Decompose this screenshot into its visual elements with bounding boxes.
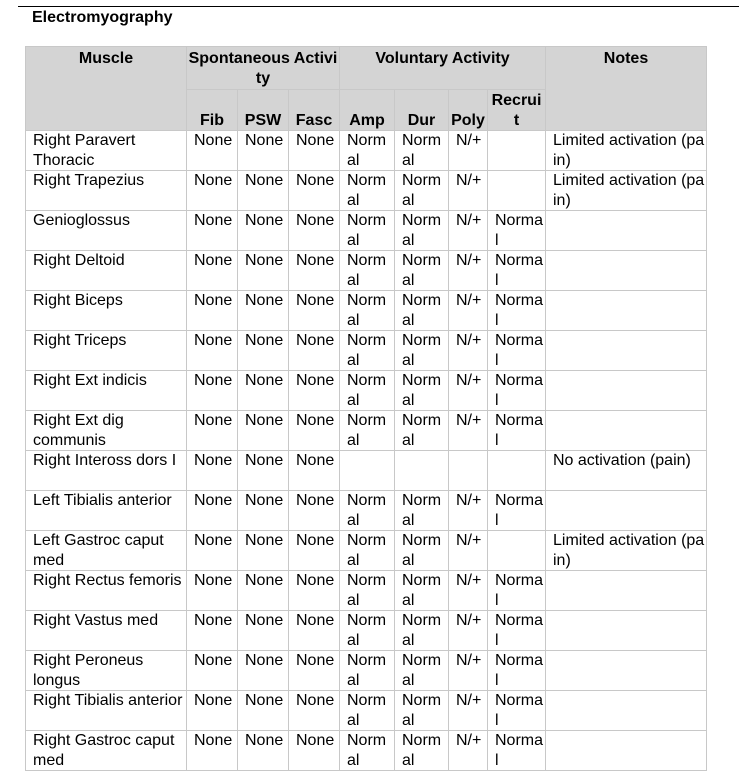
cell-psw: None	[238, 251, 289, 291]
cell-notes: Limited activation (pain)	[546, 531, 707, 571]
cell-fib: None	[187, 531, 238, 571]
cell-notes	[546, 491, 707, 531]
cell-dur: Normal	[395, 731, 449, 771]
cell-poly: N/+	[449, 571, 488, 611]
cell-fasc: None	[289, 651, 340, 691]
table-row	[26, 211, 707, 251]
cell-amp: Normal	[340, 371, 395, 411]
header-poly: Poly	[449, 90, 488, 131]
cell-muscle: Right Rectus femoris	[26, 571, 187, 611]
cell-fib: None	[187, 611, 238, 651]
cell-poly: N/+	[449, 691, 488, 731]
cell-psw: None	[238, 171, 289, 211]
table-row	[26, 411, 707, 451]
cell-notes	[546, 211, 707, 251]
cell-poly: N/+	[449, 411, 488, 451]
cell-recruit: Normal	[488, 211, 546, 251]
cell-notes	[546, 731, 707, 771]
cell-psw: None	[238, 131, 289, 171]
cell-poly: N/+	[449, 251, 488, 291]
cell-recruit: Normal	[488, 291, 546, 331]
cell-fasc: None	[289, 491, 340, 531]
top-rule	[18, 6, 739, 7]
cell-poly: N/+	[449, 731, 488, 771]
cell-amp: Normal	[340, 171, 395, 211]
header-fib: Fib	[187, 90, 238, 131]
cell-recruit: Normal	[488, 371, 546, 411]
cell-dur: Normal	[395, 611, 449, 651]
cell-dur: Normal	[395, 211, 449, 251]
page-title: Electromyography	[32, 9, 173, 26]
cell-fasc: None	[289, 171, 340, 211]
cell-amp: Normal	[340, 651, 395, 691]
cell-fib: None	[187, 371, 238, 411]
cell-fib: None	[187, 451, 238, 491]
cell-recruit: Normal	[488, 611, 546, 651]
cell-muscle: Right Ext dig communis	[26, 411, 187, 451]
cell-poly: N/+	[449, 611, 488, 651]
cell-recruit	[488, 131, 546, 171]
cell-psw: None	[238, 331, 289, 371]
cell-dur: Normal	[395, 251, 449, 291]
cell-fasc: None	[289, 611, 340, 651]
cell-amp: Normal	[340, 691, 395, 731]
cell-dur: Normal	[395, 371, 449, 411]
cell-poly: N/+	[449, 291, 488, 331]
cell-dur: Normal	[395, 291, 449, 331]
cell-fasc: None	[289, 531, 340, 571]
cell-psw: None	[238, 291, 289, 331]
cell-fib: None	[187, 331, 238, 371]
cell-poly: N/+	[449, 371, 488, 411]
cell-psw: None	[238, 491, 289, 531]
cell-amp: Normal	[340, 251, 395, 291]
table-row	[26, 331, 707, 371]
cell-fasc: None	[289, 371, 340, 411]
table-row	[26, 651, 707, 691]
cell-recruit: Normal	[488, 691, 546, 731]
cell-recruit: Normal	[488, 571, 546, 611]
emg-table	[25, 46, 707, 771]
cell-fasc: None	[289, 251, 340, 291]
cell-poly: N/+	[449, 211, 488, 251]
cell-amp: Normal	[340, 131, 395, 171]
cell-dur: Normal	[395, 331, 449, 371]
table-row	[26, 451, 707, 491]
table-row	[26, 291, 707, 331]
cell-muscle: Genioglossus	[26, 211, 187, 251]
table-row	[26, 371, 707, 411]
cell-fasc: None	[289, 411, 340, 451]
cell-fasc: None	[289, 451, 340, 491]
cell-fib: None	[187, 731, 238, 771]
cell-recruit: Normal	[488, 731, 546, 771]
cell-dur: Normal	[395, 411, 449, 451]
cell-notes	[546, 371, 707, 411]
cell-psw: None	[238, 211, 289, 251]
cell-notes	[546, 651, 707, 691]
cell-amp: Normal	[340, 491, 395, 531]
cell-muscle: Right Biceps	[26, 291, 187, 331]
cell-poly: N/+	[449, 131, 488, 171]
cell-recruit: Normal	[488, 251, 546, 291]
cell-fib: None	[187, 411, 238, 451]
cell-fasc: None	[289, 331, 340, 371]
table-row	[26, 731, 707, 771]
cell-recruit: Normal	[488, 411, 546, 451]
cell-muscle: Right Vastus med	[26, 611, 187, 651]
cell-psw: None	[238, 651, 289, 691]
header-recruit: Recruit	[488, 90, 546, 131]
cell-notes: Limited activation (pain)	[546, 131, 707, 171]
cell-psw: None	[238, 571, 289, 611]
cell-fib: None	[187, 691, 238, 731]
table-row	[26, 491, 707, 531]
cell-muscle: Right Ext indicis	[26, 371, 187, 411]
cell-notes	[546, 611, 707, 651]
cell-notes	[546, 571, 707, 611]
header-muscle: Muscle	[26, 47, 187, 131]
cell-amp: Normal	[340, 731, 395, 771]
cell-recruit: Normal	[488, 491, 546, 531]
cell-muscle: Right Inteross dors I	[26, 451, 187, 491]
cell-notes	[546, 251, 707, 291]
table-row	[26, 251, 707, 291]
cell-psw: None	[238, 611, 289, 651]
cell-dur: Normal	[395, 651, 449, 691]
cell-fasc: None	[289, 731, 340, 771]
cell-amp	[340, 451, 395, 491]
cell-psw: None	[238, 451, 289, 491]
cell-psw: None	[238, 691, 289, 731]
header-notes: Notes	[546, 47, 707, 131]
cell-recruit	[488, 531, 546, 571]
cell-psw: None	[238, 411, 289, 451]
cell-notes	[546, 331, 707, 371]
cell-poly: N/+	[449, 171, 488, 211]
cell-muscle: Left Gastroc caput med	[26, 531, 187, 571]
cell-muscle: Left Tibialis anterior	[26, 491, 187, 531]
cell-dur: Normal	[395, 171, 449, 211]
cell-poly	[449, 451, 488, 491]
cell-fasc: None	[289, 691, 340, 731]
cell-amp: Normal	[340, 611, 395, 651]
header-voluntary-activity: Voluntary Activity	[340, 47, 546, 90]
cell-muscle: Right Peroneus longus	[26, 651, 187, 691]
cell-fib: None	[187, 211, 238, 251]
cell-fasc: None	[289, 131, 340, 171]
cell-notes: No activation (pain)	[546, 451, 707, 491]
table-row	[26, 611, 707, 651]
cell-fib: None	[187, 291, 238, 331]
cell-recruit	[488, 451, 546, 491]
cell-notes	[546, 691, 707, 731]
header-dur: Dur	[395, 90, 449, 131]
cell-fasc: None	[289, 211, 340, 251]
cell-dur	[395, 451, 449, 491]
header-amp: Amp	[340, 90, 395, 131]
cell-muscle: Right Triceps	[26, 331, 187, 371]
cell-muscle: Right Tibialis anterior	[26, 691, 187, 731]
emg-table-body	[26, 131, 707, 771]
cell-muscle: Right Trapezius	[26, 171, 187, 211]
cell-fib: None	[187, 131, 238, 171]
table-row	[26, 131, 707, 171]
cell-dur: Normal	[395, 531, 449, 571]
cell-fib: None	[187, 171, 238, 211]
table-row	[26, 531, 707, 571]
cell-notes: Limited activation (pain)	[546, 171, 707, 211]
header-psw: PSW	[238, 90, 289, 131]
cell-dur: Normal	[395, 571, 449, 611]
cell-amp: Normal	[340, 331, 395, 371]
cell-psw: None	[238, 731, 289, 771]
header-fasc: Fasc	[289, 90, 340, 131]
cell-muscle: Right Gastroc caput med	[26, 731, 187, 771]
cell-fib: None	[187, 251, 238, 291]
cell-recruit	[488, 171, 546, 211]
cell-muscle: Right Deltoid	[26, 251, 187, 291]
cell-psw: None	[238, 531, 289, 571]
cell-notes	[546, 291, 707, 331]
cell-dur: Normal	[395, 131, 449, 171]
cell-fib: None	[187, 491, 238, 531]
cell-poly: N/+	[449, 531, 488, 571]
cell-psw: None	[238, 371, 289, 411]
table-row	[26, 571, 707, 611]
cell-amp: Normal	[340, 531, 395, 571]
cell-fib: None	[187, 651, 238, 691]
cell-amp: Normal	[340, 571, 395, 611]
cell-fasc: None	[289, 571, 340, 611]
cell-fasc: None	[289, 291, 340, 331]
header-spontaneous-activity: Spontaneous Activity	[187, 47, 340, 90]
cell-amp: Normal	[340, 291, 395, 331]
cell-amp: Normal	[340, 211, 395, 251]
table-row	[26, 691, 707, 731]
cell-poly: N/+	[449, 651, 488, 691]
cell-dur: Normal	[395, 691, 449, 731]
cell-poly: N/+	[449, 491, 488, 531]
cell-recruit: Normal	[488, 651, 546, 691]
cell-notes	[546, 411, 707, 451]
table-row	[26, 171, 707, 211]
cell-poly: N/+	[449, 331, 488, 371]
cell-amp: Normal	[340, 411, 395, 451]
cell-dur: Normal	[395, 491, 449, 531]
cell-fib: None	[187, 571, 238, 611]
cell-muscle: Right Paravert Thoracic	[26, 131, 187, 171]
cell-recruit: Normal	[488, 331, 546, 371]
